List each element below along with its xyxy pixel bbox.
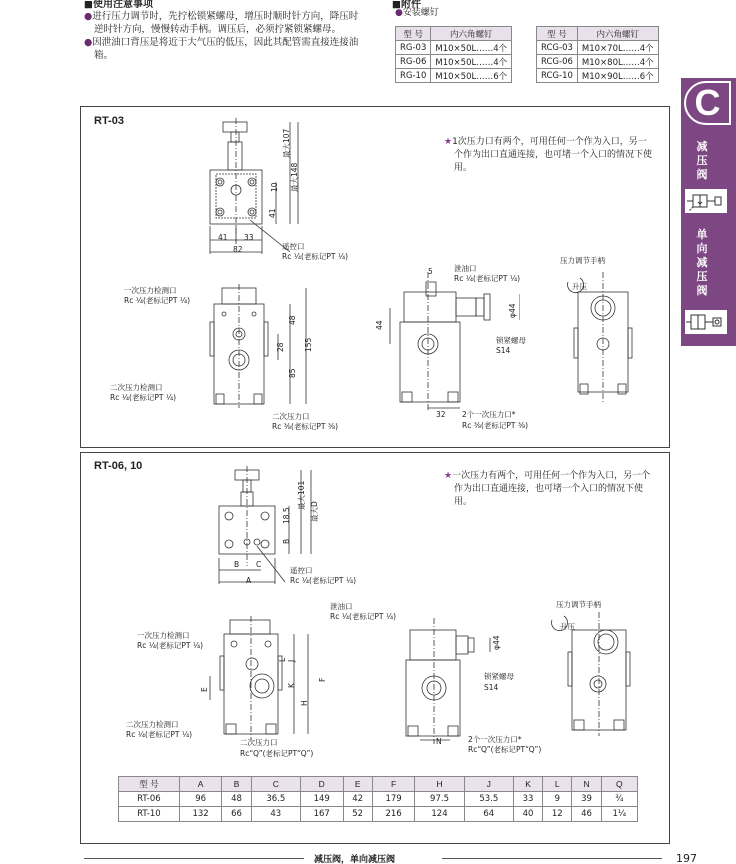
dim-82: 82 [233, 245, 243, 254]
port2-label-06: 二次压力口 [240, 738, 278, 747]
rt03-front-view [200, 284, 320, 424]
bolt-table-right [536, 26, 659, 83]
dim-33: 33 [244, 233, 254, 242]
dim-10: 10 [270, 182, 279, 192]
side-tab [681, 78, 736, 346]
table-header-row: 型 号 A B C D E F H J K L N Q [119, 777, 638, 792]
port1-label: 2个一次压力口* [462, 410, 516, 419]
check-valve-symbol-icon [685, 310, 727, 334]
table-row: RG-10 M10×50L……6个 [396, 69, 512, 83]
dim-B: B [234, 560, 240, 569]
dim-B-vertical: B [282, 538, 291, 544]
side-tab-letter: C [684, 81, 731, 125]
dim-28: 28 [276, 342, 285, 352]
bolt-table-left [395, 26, 512, 83]
drain-label: 泄油口 [454, 264, 477, 273]
dim-48: 48 [288, 315, 297, 325]
drain-spec-06: Rc ¹⁄₄(老标记PT ¹⁄₄) [330, 612, 397, 621]
gauge1-label: 一次压力检测口 [124, 286, 177, 295]
dim-N: N [436, 737, 442, 746]
gauge1-label-06: 一次压力检测口 [137, 631, 190, 640]
accessory-subheading: ●安装螺钉 [395, 8, 439, 18]
dim-phi44: φ44 [508, 303, 517, 318]
gauge1-spec-06: Rc ¹⁄₄(老标记PT ¹⁄₄) [137, 641, 204, 650]
dim-max148: 最大148 [290, 162, 299, 192]
table-row: RCG-06 M10×80L……4个 [537, 55, 659, 69]
table-row: RT-06 96 48 36.5 149 42 179 97.5 53.5 33 9 39 ³⁄₄ [119, 792, 638, 807]
rt03-title: RT-03 [94, 115, 124, 127]
rt03-top-view [190, 118, 350, 268]
gauge2-label-06: 二次压力检测口 [126, 720, 179, 729]
footer-rule [442, 858, 662, 859]
dim-18-5: 18.5 [282, 507, 291, 524]
table-row: RT-10 132 66 43 167 52 216 124 64 40 12 46 1¹⁄₄ [119, 807, 638, 822]
raise-label: 升压 [572, 282, 587, 291]
dim-F: F [318, 677, 327, 682]
port2-label: 二次压力口 [272, 412, 310, 421]
port1-spec: Rc ³⁄₈(老标记PT ³⁄₈) [462, 421, 529, 430]
remote-port-label: 遥控口 [282, 242, 305, 251]
table-row: RG-03 M10×50L……4个 [396, 41, 512, 55]
dim-C: C [256, 560, 262, 569]
gauge2-spec-06: Rc ¹⁄₄(老标记PT ¹⁄₄) [126, 730, 193, 739]
col-model: 型 号 [537, 27, 578, 41]
dim-maxD: 最大D [310, 501, 319, 522]
dim-A: A [246, 576, 252, 585]
port2-spec: Rc ³⁄₈(老标记PT ³⁄₈) [272, 422, 339, 431]
locknut-spec: S14 [496, 346, 511, 355]
col-bolt: 内六角螺钉 [431, 27, 512, 41]
remote-port-label-06: 遥控口 [290, 566, 313, 575]
dim-K: K [287, 683, 296, 688]
table-row: RCG-03 M10×70L……4个 [537, 41, 659, 55]
dim-5: 5 [428, 267, 433, 276]
raise-label-06: 升压 [560, 622, 575, 631]
footer-text: 减压阀，单向减压阀 [314, 855, 396, 864]
dim-H: H [300, 700, 309, 706]
handle-label: 压力调节手柄 [560, 256, 605, 265]
dim-phi44-06: φ44 [492, 635, 501, 650]
port2-spec-06: Rc“Q”(老标记PT“Q”) [240, 749, 314, 758]
note-item: ●因泄油口背压是将近于大气压的低压，因此其配管需直接连接油箱。 [84, 37, 359, 61]
dim-E: E [200, 687, 209, 692]
remote-port-spec: Rc ¹⁄₄(老标记PT ¹⁄₄) [282, 252, 349, 261]
dim-44: 44 [375, 320, 384, 330]
locknut-spec-06: S14 [484, 683, 499, 692]
dim-32: 32 [436, 410, 446, 419]
footer-rule [84, 858, 304, 859]
locknut-label-06: 锁紧螺母 [484, 672, 514, 681]
side-tab-label1: 减压阀 [696, 140, 708, 181]
accessory-heading: ■附件 [392, 0, 421, 10]
col-model: 型 号 [396, 27, 431, 41]
rt03-note: ★1次压力口有两个，可用任何一个作为入口，另一个作为出口直通连接，也可堵一个入口的情况下使用。 [444, 137, 653, 173]
col-bolt: 内六角螺钉 [577, 27, 658, 41]
dim-41: 41 [218, 233, 228, 242]
dim-41v: 41 [268, 208, 277, 218]
rt06-title: RT-06, 10 [94, 460, 143, 472]
notes-heading: ■使用注意事项 [84, 0, 153, 10]
side-tab-label2: 单向减压阀 [696, 228, 708, 297]
valve-symbol-icon [685, 189, 727, 213]
rt06-rear-view [548, 612, 638, 742]
locknut-label: 锁紧螺母 [496, 336, 526, 345]
dim-85: 85 [288, 368, 297, 378]
gauge1-spec: Rc ¹⁄₄(老标记PT ¹⁄₄) [124, 296, 191, 305]
dim-max107: 最大107 [282, 128, 291, 158]
table-row: RCG-10 M10×90L……6个 [537, 69, 659, 83]
dim-J: J [287, 659, 296, 662]
table-row: RG-06 M10×50L……4个 [396, 55, 512, 69]
port1-spec-06: Rc“Q”(老标记PT“Q”) [468, 745, 542, 754]
rt06-note: ★一次压力有两个，可用任何一个作为入口，另一个作为出口直通连接，也可堵一个入口的情况下使用。 [444, 471, 651, 507]
remote-port-spec-06: Rc ¹⁄₄(老标记PT ¹⁄₄) [290, 576, 357, 585]
gauge2-spec: Rc ¹⁄₄(老标记PT ¹⁄₄) [110, 393, 177, 402]
dim-max101: 最大101 [297, 480, 306, 510]
dimension-table [118, 776, 638, 822]
page-number: 197 [676, 852, 697, 864]
drain-label-06: 泄油口 [330, 602, 353, 611]
gauge2-label: 二次压力检测口 [110, 383, 163, 392]
dim-155: 155 [304, 337, 313, 352]
drain-spec: Rc ¹⁄₄(老标记PT ¹⁄₄) [454, 274, 521, 283]
handle-label-06: 压力调节手柄 [556, 600, 601, 609]
note-item: ●进行压力调节时，先拧松锁紧螺母，增压时顺时针方向，降压时逆时针方向，慢慢转动手柄。调压后，必须拧紧锁紧螺母。 [84, 11, 359, 35]
notes-list [84, 10, 364, 62]
dim-L: L [278, 657, 287, 662]
port1-label-06: 2个一次压力口* [468, 735, 522, 744]
